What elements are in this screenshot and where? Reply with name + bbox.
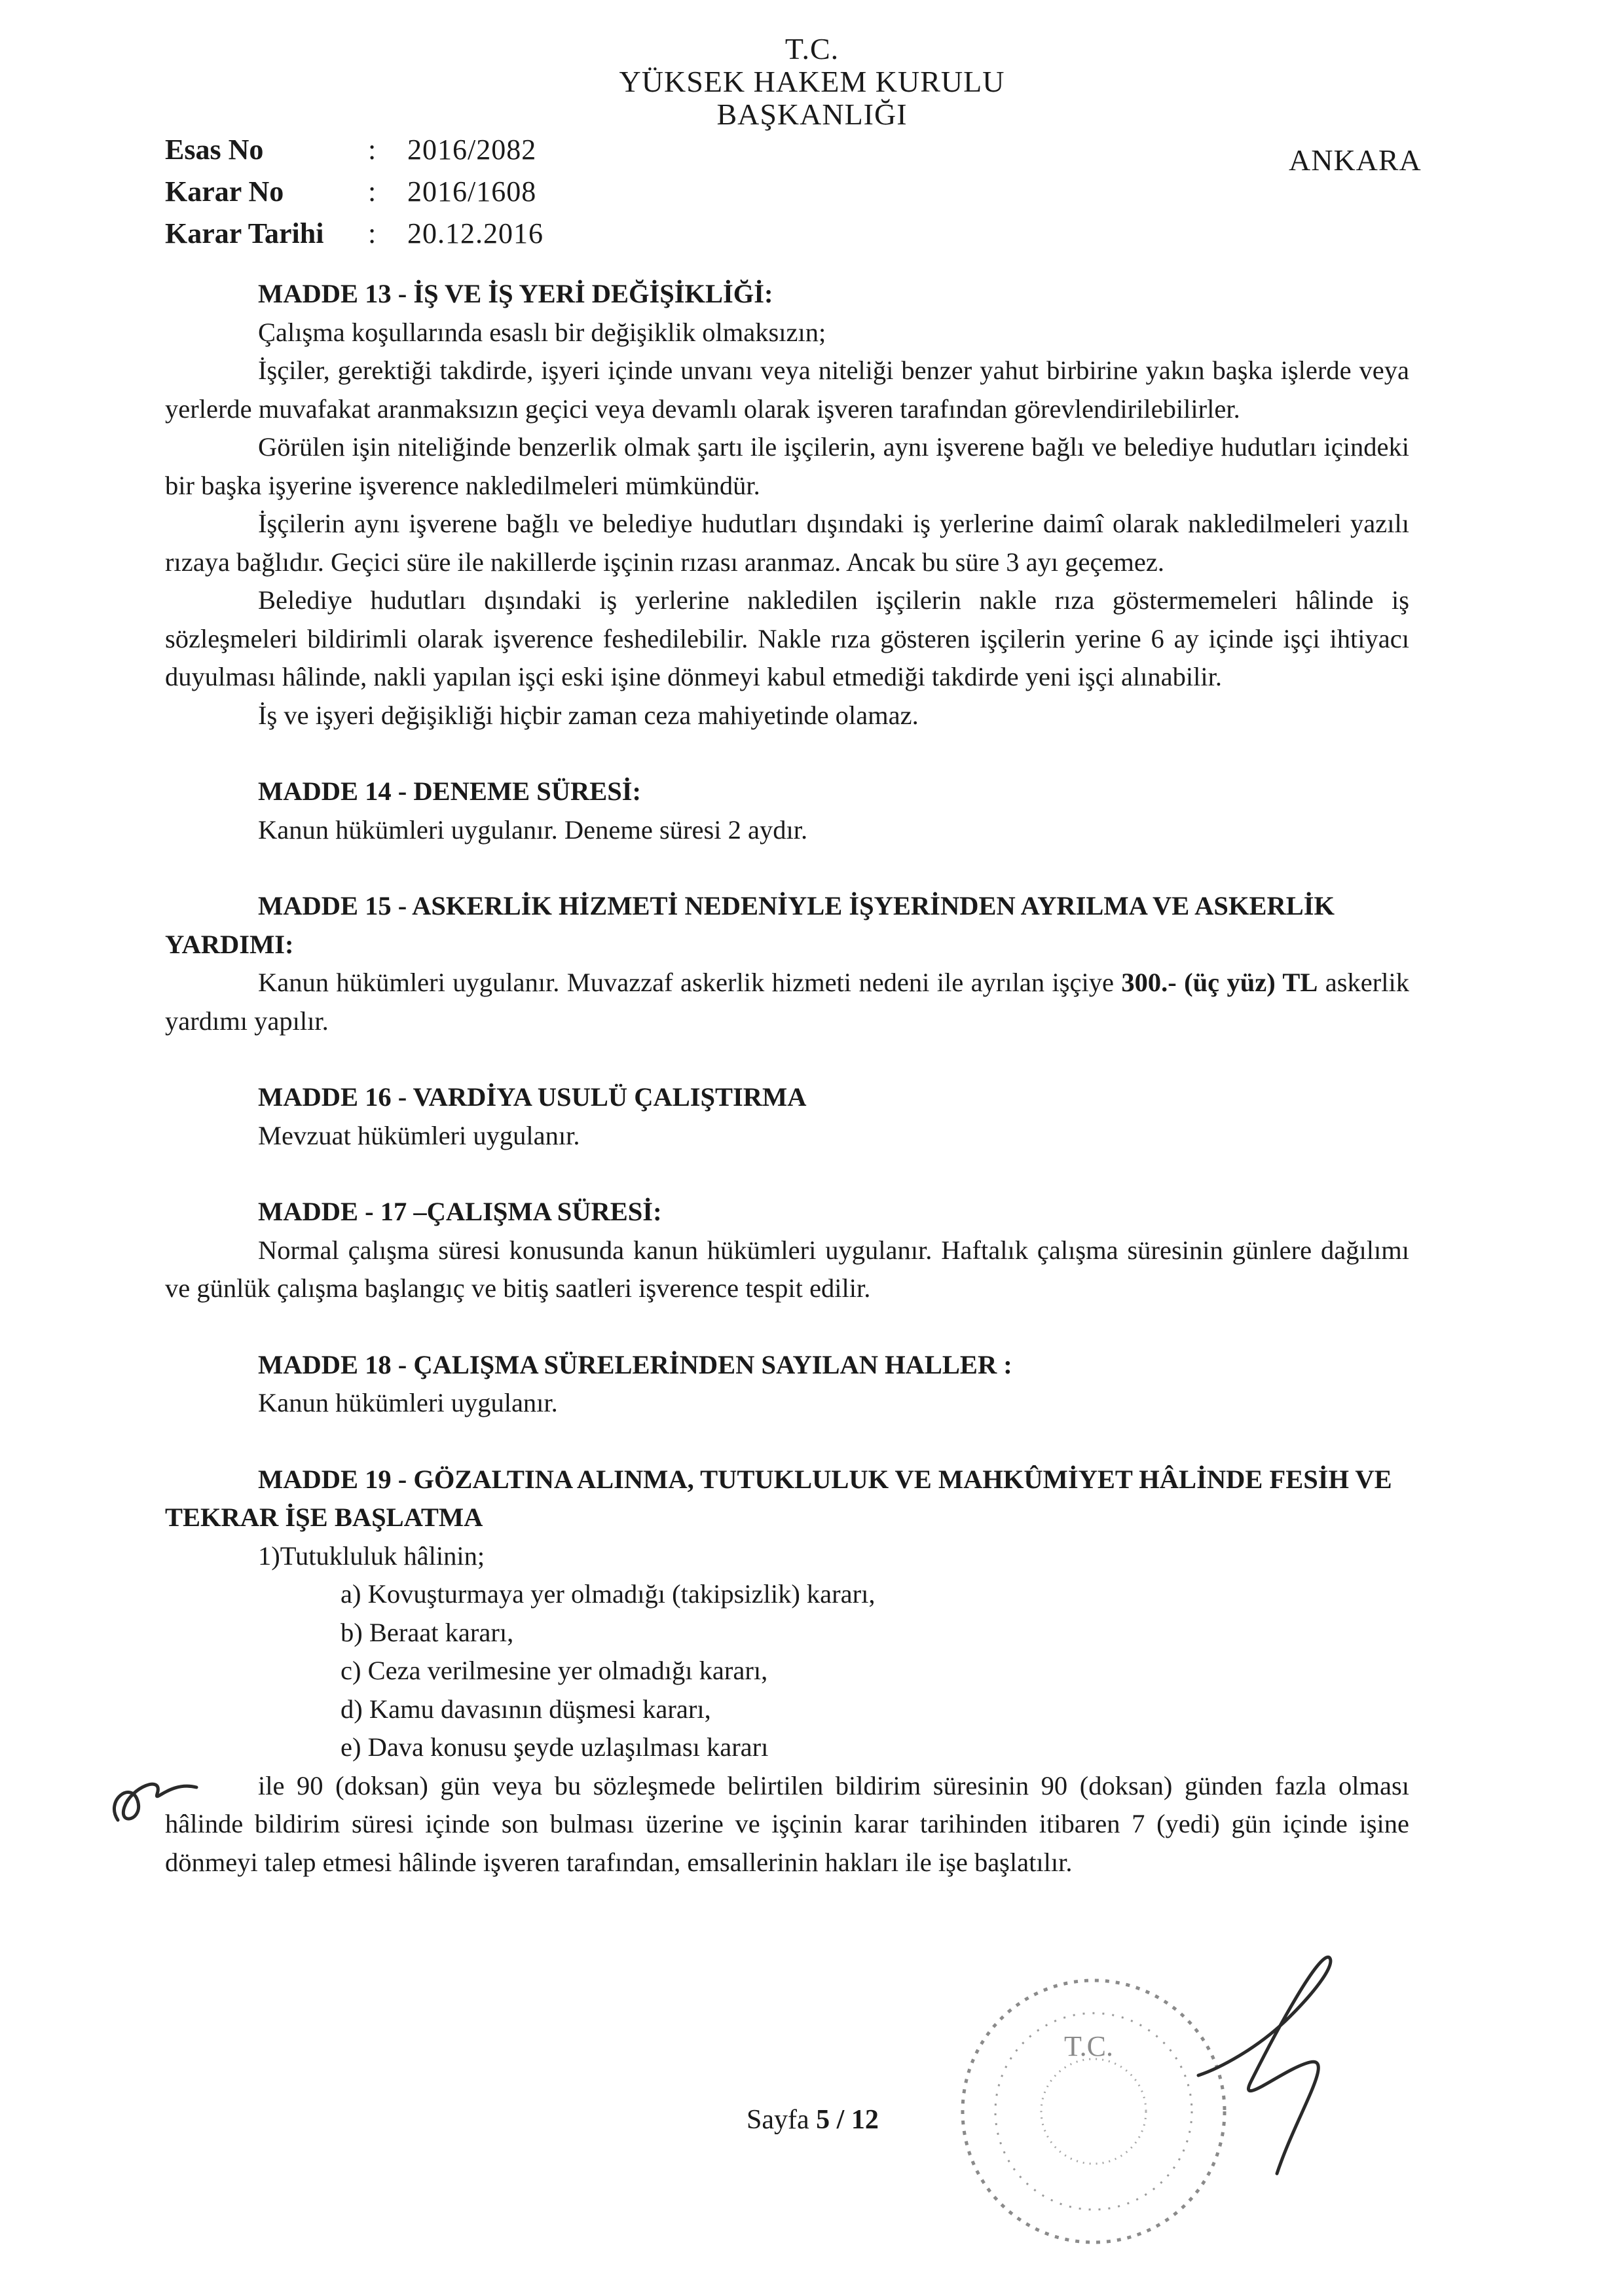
- meta-label: Esas No: [165, 133, 264, 166]
- meta-label: Karar No: [165, 175, 284, 208]
- article-paragraph: Çalışma koşullarında esaslı bir değişiklik olmaksızın;: [258, 317, 826, 347]
- meta-colon: :: [368, 217, 377, 249]
- article-heading: MADDE 18 - ÇALIŞMA SÜRELERİNDEN SAYILAN HALLER :: [258, 1349, 1012, 1379]
- paragraph-text: askerlik yardımı yapılır.: [165, 968, 1409, 1036]
- list-item: d) Kamu davasının düşmesi kararı,: [341, 1694, 711, 1724]
- article-paragraph: Görülen işin niteliğinde benzerlik olmak şartı ile işçilerin, aynı işverene bağlı ve belediye hudutları içindeki bir başka işyerine işverence nakledilmeleri mümkündür.: [165, 432, 1409, 500]
- page-prefix: Sayfa: [747, 2105, 817, 2135]
- list-item: b) Beraat kararı,: [341, 1617, 514, 1647]
- amount-text: 300.- (üç yüz) TL: [1121, 968, 1318, 997]
- article-heading: MADDE 14 - DENEME SÜRESİ:: [258, 776, 642, 806]
- paragraph-text: Kanun hükümleri uygulanır. Muvazzaf askerlik hizmeti nedeni ile ayrılan işçiye: [258, 968, 1122, 997]
- page-current: 5: [816, 2105, 830, 2135]
- meta-label: Karar Tarihi: [165, 217, 324, 249]
- article-13: [165, 275, 1409, 735]
- page-number: [747, 2104, 879, 2136]
- article-heading: MADDE - 17 –ÇALIŞMA SÜRESİ:: [258, 1197, 662, 1226]
- article-heading: MADDE 15 - ASKERLİK HİZMETİ NEDENİYLE İŞYERİNDEN AYRILMA VE ASKERLİK YARDIMI:: [165, 891, 1335, 959]
- meta-row-karar: [165, 170, 544, 212]
- article-paragraph: Mevzuat hükümleri uygulanır.: [258, 1120, 580, 1150]
- list-item: e) Dava konusu şeyde uzlaşılması kararı: [341, 1732, 769, 1762]
- case-meta: [165, 128, 544, 254]
- article-17: [165, 1193, 1409, 1308]
- city-label: ANKARA: [1289, 143, 1422, 177]
- meta-colon: :: [368, 175, 377, 208]
- article-14: [165, 773, 1409, 849]
- article-paragraph: Kanun hükümleri uygulanır. Deneme süresi 2 aydır.: [258, 814, 808, 845]
- list-item: c) Ceza verilmesine yer olmadığı kararı,: [341, 1656, 768, 1685]
- article-19: [165, 1461, 1409, 1882]
- article-sub-intro: 1)Tutukluluk hâlinin;: [258, 1540, 485, 1571]
- article-paragraph: İşçiler, gerektiği takdirde, işyeri içinde unvanı veya niteliği benzer yahut birbirine yakın başka işlerde veya yerlerde muvafakat aranmaksızın geçici veya devamlı olarak işveren tarafından görevlendirilebilirler.: [165, 355, 1409, 424]
- article-paragraph: Kanun hükümleri uygulanır.: [258, 1388, 558, 1417]
- article-heading: MADDE 16 - VARDİYA USULÜ ÇALIŞTIRMA: [258, 1082, 807, 1112]
- meta-value: 20.12.2016: [407, 217, 544, 249]
- article-paragraph: [165, 964, 1409, 1040]
- article-heading: MADDE 19 - GÖZALTINA ALINMA, TUTUKLULUK VE MAHKÛMİYET HÂLİNDE FESİH VE TEKRAR İŞE BAŞLATMA: [165, 1464, 1392, 1532]
- article-16: [165, 1078, 1409, 1155]
- authority-name: YÜKSEK HAKEM KURULU: [619, 65, 1005, 98]
- meta-colon: :: [368, 133, 377, 166]
- article-paragraph: İş ve işyeri değişikliği hiçbir zaman ceza mahiyetinde olamaz.: [258, 700, 919, 730]
- article-18: [165, 1346, 1409, 1423]
- article-paragraph: ile 90 (doksan) gün veya bu sözleşmede belirtilen bildirim süresinin 90 (doksan) günden fazla olması hâlinde bildirim süresi içinde son bulması üzerine ve işçinin karar tarihinden itibaren 7 (yedi) gün içinde işine dönmeyi talep etmesi hâlinde işveren tarafından, emsallerinin hakları ile işe başlatılır.: [165, 1770, 1409, 1877]
- authority-office: BAŞKANLIĞI: [716, 98, 908, 131]
- authority-country: T.C.: [784, 32, 840, 65]
- document-body: [165, 275, 1409, 1882]
- signature-icon: [1179, 1938, 1401, 2187]
- initials-icon: [92, 1741, 210, 1840]
- article-paragraph: İşçilerin aynı işverene bağlı ve belediye hudutları dışındaki iş yerlerine daimî olarak nakledilmeleri yazılı rızaya bağlıdır. Geçici süre ile nakillerde işçinin rızası aranmaz. Ancak bu süre 3 ayı geçemez.: [165, 509, 1409, 577]
- page-separator: /: [830, 2105, 851, 2135]
- article-paragraph: Belediye hudutları dışındaki iş yerlerine nakledilen işçilerin nakle rıza göstermemeleri hâlinde iş sözleşmeleri bildirimli olarak işverence feshedilebilir. Nakle rıza gösteren işçilerin yerine 6 ay içinde işçi ihtiyacı duyulması hâlinde, nakli yapılan işçi eski işine dönmeyi kabul etmediği takdirde yeni işçi alınabilir.: [165, 585, 1409, 691]
- page-total: 12: [851, 2105, 879, 2135]
- article-paragraph: Normal çalışma süresi konusunda kanun hükümleri uygulanır. Haftalık çalışma süresinin günlere dağılımı ve günlük çalışma başlangıç ve bitiş saatleri işverence tespit edilir.: [165, 1235, 1409, 1303]
- meta-value: 2016/2082: [407, 133, 537, 166]
- meta-row-esas: [165, 128, 544, 170]
- stamp-text: T.C.: [1064, 2030, 1113, 2062]
- list-item: a) Kovuşturmaya yer olmadığı (takipsizlik) kararı,: [341, 1579, 876, 1609]
- meta-value: 2016/1608: [407, 175, 537, 208]
- meta-row-tarih: [165, 212, 544, 254]
- article-heading: MADDE 13 - İŞ VE İŞ YERİ DEĞİŞİKLİĞİ:: [258, 279, 773, 308]
- article-15: [165, 887, 1409, 1040]
- condition-list: [165, 1575, 1409, 1767]
